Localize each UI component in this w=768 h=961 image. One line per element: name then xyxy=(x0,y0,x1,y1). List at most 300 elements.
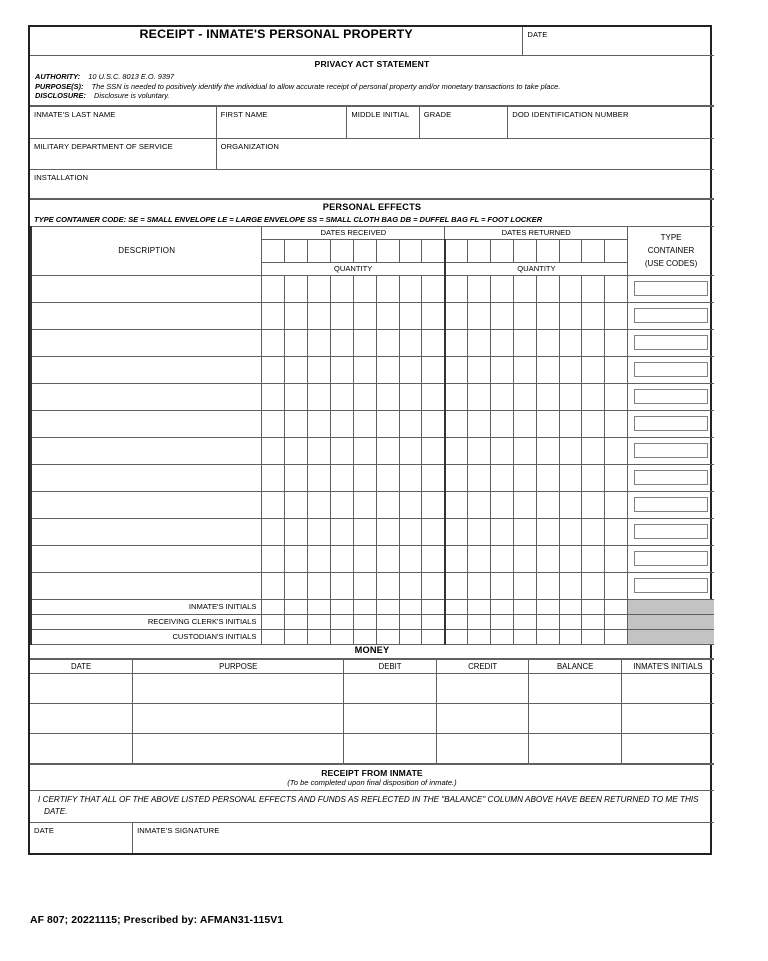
quantity-cell[interactable] xyxy=(536,356,559,383)
date-cell[interactable] xyxy=(422,239,445,262)
quantity-cell[interactable] xyxy=(513,437,536,464)
type-container-cell[interactable] xyxy=(628,410,714,437)
initials-cell[interactable] xyxy=(422,599,445,614)
date-cell[interactable] xyxy=(308,239,331,262)
initials-cell[interactable] xyxy=(559,599,582,614)
quantity-cell[interactable] xyxy=(353,275,376,302)
quantity-cell[interactable] xyxy=(513,545,536,572)
date-cell[interactable] xyxy=(262,239,285,262)
quantity-cell[interactable] xyxy=(468,491,491,518)
quantity-cell[interactable] xyxy=(513,356,536,383)
quantity-cell[interactable] xyxy=(468,572,491,599)
initials-cell[interactable] xyxy=(445,629,468,644)
quantity-cell[interactable] xyxy=(308,437,331,464)
type-container-input[interactable] xyxy=(634,497,708,512)
quantity-cell[interactable] xyxy=(422,356,445,383)
date-cell[interactable] xyxy=(559,239,582,262)
type-container-input[interactable] xyxy=(634,281,708,296)
quantity-cell[interactable] xyxy=(445,302,468,329)
quantity-cell[interactable] xyxy=(399,545,422,572)
quantity-cell[interactable] xyxy=(285,572,308,599)
type-container-cell[interactable] xyxy=(628,491,714,518)
quantity-cell[interactable] xyxy=(582,437,605,464)
initials-cell[interactable] xyxy=(331,614,354,629)
quantity-cell[interactable] xyxy=(513,329,536,356)
quantity-cell[interactable] xyxy=(582,383,605,410)
quantity-cell[interactable] xyxy=(422,302,445,329)
initials-cell[interactable] xyxy=(490,629,513,644)
money-cell[interactable] xyxy=(621,734,714,764)
type-container-cell[interactable] xyxy=(628,437,714,464)
quantity-cell[interactable] xyxy=(445,464,468,491)
quantity-cell[interactable] xyxy=(399,572,422,599)
quantity-cell[interactable] xyxy=(536,572,559,599)
initials-cell[interactable] xyxy=(353,629,376,644)
quantity-cell[interactable] xyxy=(285,410,308,437)
quantity-cell[interactable] xyxy=(353,383,376,410)
quantity-cell[interactable] xyxy=(468,518,491,545)
initials-cell[interactable] xyxy=(399,629,422,644)
quantity-cell[interactable] xyxy=(559,518,582,545)
quantity-cell[interactable] xyxy=(399,329,422,356)
quantity-cell[interactable] xyxy=(376,275,399,302)
quantity-cell[interactable] xyxy=(308,356,331,383)
quantity-cell[interactable] xyxy=(262,410,285,437)
quantity-cell[interactable] xyxy=(559,275,582,302)
type-container-input[interactable] xyxy=(634,308,708,323)
quantity-cell[interactable] xyxy=(605,572,628,599)
quantity-cell[interactable] xyxy=(331,545,354,572)
quantity-cell[interactable] xyxy=(605,410,628,437)
quantity-cell[interactable] xyxy=(536,464,559,491)
quantity-cell[interactable] xyxy=(399,518,422,545)
quantity-cell[interactable] xyxy=(422,518,445,545)
initials-cell[interactable] xyxy=(331,629,354,644)
quantity-cell[interactable] xyxy=(605,464,628,491)
quantity-cell[interactable] xyxy=(331,383,354,410)
quantity-cell[interactable] xyxy=(582,491,605,518)
type-container-cell[interactable] xyxy=(628,572,714,599)
quantity-cell[interactable] xyxy=(285,356,308,383)
quantity-cell[interactable] xyxy=(490,545,513,572)
quantity-cell[interactable] xyxy=(559,410,582,437)
quantity-cell[interactable] xyxy=(536,383,559,410)
money-cell[interactable] xyxy=(344,734,437,764)
initials-cell[interactable] xyxy=(399,599,422,614)
quantity-cell[interactable] xyxy=(490,329,513,356)
description-input-cell[interactable] xyxy=(31,410,262,437)
quantity-cell[interactable] xyxy=(399,275,422,302)
quantity-cell[interactable] xyxy=(331,491,354,518)
description-input-cell[interactable] xyxy=(31,356,262,383)
quantity-cell[interactable] xyxy=(376,302,399,329)
initials-cell[interactable] xyxy=(582,599,605,614)
quantity-cell[interactable] xyxy=(582,518,605,545)
quantity-cell[interactable] xyxy=(445,329,468,356)
quantity-cell[interactable] xyxy=(559,356,582,383)
quantity-cell[interactable] xyxy=(605,518,628,545)
quantity-cell[interactable] xyxy=(445,518,468,545)
money-cell[interactable] xyxy=(621,704,714,734)
quantity-cell[interactable] xyxy=(490,275,513,302)
description-input-cell[interactable] xyxy=(31,491,262,518)
quantity-cell[interactable] xyxy=(468,545,491,572)
quantity-cell[interactable] xyxy=(490,383,513,410)
quantity-cell[interactable] xyxy=(513,518,536,545)
quantity-cell[interactable] xyxy=(559,302,582,329)
quantity-cell[interactable] xyxy=(285,518,308,545)
quantity-cell[interactable] xyxy=(559,437,582,464)
initials-cell[interactable] xyxy=(308,599,331,614)
quantity-cell[interactable] xyxy=(605,383,628,410)
quantity-cell[interactable] xyxy=(422,383,445,410)
quantity-cell[interactable] xyxy=(582,572,605,599)
quantity-cell[interactable] xyxy=(559,383,582,410)
description-input-cell[interactable] xyxy=(31,329,262,356)
money-cell[interactable] xyxy=(344,674,437,704)
initials-cell[interactable] xyxy=(490,614,513,629)
quantity-cell[interactable] xyxy=(468,275,491,302)
type-container-input[interactable] xyxy=(634,335,708,350)
money-cell[interactable] xyxy=(436,674,529,704)
quantity-cell[interactable] xyxy=(490,437,513,464)
quantity-cell[interactable] xyxy=(468,437,491,464)
description-input-cell[interactable] xyxy=(31,545,262,572)
quantity-cell[interactable] xyxy=(331,437,354,464)
military-department-field[interactable] xyxy=(30,138,216,169)
quantity-cell[interactable] xyxy=(490,518,513,545)
quantity-cell[interactable] xyxy=(605,356,628,383)
quantity-cell[interactable] xyxy=(490,302,513,329)
quantity-cell[interactable] xyxy=(308,491,331,518)
quantity-cell[interactable] xyxy=(331,329,354,356)
quantity-cell[interactable] xyxy=(490,491,513,518)
quantity-cell[interactable] xyxy=(399,491,422,518)
quantity-cell[interactable] xyxy=(285,329,308,356)
quantity-cell[interactable] xyxy=(353,545,376,572)
type-container-cell[interactable] xyxy=(628,329,714,356)
quantity-cell[interactable] xyxy=(605,545,628,572)
quantity-cell[interactable] xyxy=(376,329,399,356)
quantity-cell[interactable] xyxy=(331,275,354,302)
quantity-cell[interactable] xyxy=(445,383,468,410)
quantity-cell[interactable] xyxy=(308,518,331,545)
quantity-cell[interactable] xyxy=(605,302,628,329)
quantity-cell[interactable] xyxy=(445,356,468,383)
initials-cell[interactable] xyxy=(422,629,445,644)
quantity-cell[interactable] xyxy=(262,518,285,545)
quantity-cell[interactable] xyxy=(353,329,376,356)
quantity-cell[interactable] xyxy=(422,491,445,518)
description-input-cell[interactable] xyxy=(31,302,262,329)
quantity-cell[interactable] xyxy=(376,545,399,572)
quantity-cell[interactable] xyxy=(513,275,536,302)
money-cell[interactable] xyxy=(436,734,529,764)
quantity-cell[interactable] xyxy=(445,410,468,437)
quantity-cell[interactable] xyxy=(582,329,605,356)
quantity-cell[interactable] xyxy=(513,464,536,491)
quantity-cell[interactable] xyxy=(285,545,308,572)
date-cell[interactable] xyxy=(285,239,308,262)
quantity-cell[interactable] xyxy=(559,464,582,491)
quantity-cell[interactable] xyxy=(285,464,308,491)
initials-cell[interactable] xyxy=(559,614,582,629)
inmate-signature-field[interactable] xyxy=(133,823,714,853)
quantity-cell[interactable] xyxy=(376,491,399,518)
date-cell[interactable] xyxy=(605,239,628,262)
quantity-cell[interactable] xyxy=(582,275,605,302)
quantity-cell[interactable] xyxy=(422,545,445,572)
initials-cell[interactable] xyxy=(445,599,468,614)
money-cell[interactable] xyxy=(133,734,344,764)
type-container-cell[interactable] xyxy=(628,545,714,572)
quantity-cell[interactable] xyxy=(536,437,559,464)
initials-cell[interactable] xyxy=(285,599,308,614)
quantity-cell[interactable] xyxy=(536,275,559,302)
type-container-input[interactable] xyxy=(634,443,708,458)
initials-cell[interactable] xyxy=(468,599,491,614)
quantity-cell[interactable] xyxy=(399,302,422,329)
quantity-cell[interactable] xyxy=(308,329,331,356)
installation-field[interactable] xyxy=(30,169,714,198)
quantity-cell[interactable] xyxy=(513,572,536,599)
quantity-cell[interactable] xyxy=(582,410,605,437)
initials-cell[interactable] xyxy=(262,599,285,614)
description-input-cell[interactable] xyxy=(31,383,262,410)
description-input-cell[interactable] xyxy=(31,275,262,302)
initials-cell[interactable] xyxy=(285,614,308,629)
date-cell[interactable] xyxy=(513,239,536,262)
quantity-cell[interactable] xyxy=(536,329,559,356)
quantity-cell[interactable] xyxy=(582,545,605,572)
quantity-cell[interactable] xyxy=(285,275,308,302)
date-cell[interactable] xyxy=(582,239,605,262)
money-cell[interactable] xyxy=(529,734,622,764)
quantity-cell[interactable] xyxy=(445,545,468,572)
grade-field[interactable] xyxy=(419,106,508,138)
quantity-cell[interactable] xyxy=(353,518,376,545)
initials-cell[interactable] xyxy=(285,629,308,644)
quantity-cell[interactable] xyxy=(490,356,513,383)
quantity-cell[interactable] xyxy=(353,572,376,599)
money-cell[interactable] xyxy=(133,704,344,734)
quantity-cell[interactable] xyxy=(331,518,354,545)
quantity-cell[interactable] xyxy=(513,491,536,518)
quantity-cell[interactable] xyxy=(308,464,331,491)
date-cell[interactable] xyxy=(468,239,491,262)
quantity-cell[interactable] xyxy=(376,464,399,491)
quantity-cell[interactable] xyxy=(468,410,491,437)
quantity-cell[interactable] xyxy=(376,356,399,383)
last-name-field[interactable] xyxy=(30,106,216,138)
quantity-cell[interactable] xyxy=(468,302,491,329)
quantity-cell[interactable] xyxy=(468,329,491,356)
description-input-cell[interactable] xyxy=(31,518,262,545)
initials-cell[interactable] xyxy=(353,599,376,614)
initials-cell[interactable] xyxy=(605,599,628,614)
date-cell[interactable] xyxy=(353,239,376,262)
quantity-cell[interactable] xyxy=(490,572,513,599)
quantity-cell[interactable] xyxy=(605,329,628,356)
initials-cell[interactable] xyxy=(376,614,399,629)
quantity-cell[interactable] xyxy=(559,572,582,599)
quantity-cell[interactable] xyxy=(468,356,491,383)
quantity-cell[interactable] xyxy=(422,410,445,437)
initials-cell[interactable] xyxy=(582,614,605,629)
description-input-cell[interactable] xyxy=(31,437,262,464)
money-cell[interactable] xyxy=(30,674,133,704)
initials-cell[interactable] xyxy=(308,614,331,629)
initials-cell[interactable] xyxy=(399,614,422,629)
quantity-cell[interactable] xyxy=(285,383,308,410)
quantity-cell[interactable] xyxy=(582,302,605,329)
middle-initial-field[interactable] xyxy=(347,106,419,138)
quantity-cell[interactable] xyxy=(422,329,445,356)
initials-cell[interactable] xyxy=(445,614,468,629)
quantity-cell[interactable] xyxy=(353,491,376,518)
quantity-cell[interactable] xyxy=(559,329,582,356)
type-container-input[interactable] xyxy=(634,362,708,377)
initials-cell[interactable] xyxy=(536,614,559,629)
initials-cell[interactable] xyxy=(536,629,559,644)
initials-cell[interactable] xyxy=(513,614,536,629)
quantity-cell[interactable] xyxy=(285,491,308,518)
money-cell[interactable] xyxy=(133,674,344,704)
quantity-cell[interactable] xyxy=(376,572,399,599)
quantity-cell[interactable] xyxy=(445,275,468,302)
date-cell[interactable] xyxy=(331,239,354,262)
quantity-cell[interactable] xyxy=(353,437,376,464)
quantity-cell[interactable] xyxy=(399,410,422,437)
quantity-cell[interactable] xyxy=(468,464,491,491)
description-input-cell[interactable] xyxy=(31,464,262,491)
receipt-date-field[interactable] xyxy=(30,823,133,853)
quantity-cell[interactable] xyxy=(262,302,285,329)
quantity-cell[interactable] xyxy=(331,302,354,329)
quantity-cell[interactable] xyxy=(536,491,559,518)
quantity-cell[interactable] xyxy=(262,329,285,356)
quantity-cell[interactable] xyxy=(308,383,331,410)
initials-cell[interactable] xyxy=(468,629,491,644)
description-input-cell[interactable] xyxy=(31,572,262,599)
dod-id-field[interactable] xyxy=(508,106,714,138)
initials-cell[interactable] xyxy=(582,629,605,644)
organization-field[interactable] xyxy=(216,138,714,169)
quantity-cell[interactable] xyxy=(376,518,399,545)
initials-cell[interactable] xyxy=(353,614,376,629)
quantity-cell[interactable] xyxy=(308,545,331,572)
quantity-cell[interactable] xyxy=(285,437,308,464)
quantity-cell[interactable] xyxy=(605,275,628,302)
money-cell[interactable] xyxy=(529,704,622,734)
quantity-cell[interactable] xyxy=(353,356,376,383)
quantity-cell[interactable] xyxy=(399,356,422,383)
quantity-cell[interactable] xyxy=(376,437,399,464)
money-cell[interactable] xyxy=(30,704,133,734)
initials-cell[interactable] xyxy=(513,599,536,614)
type-container-cell[interactable] xyxy=(628,518,714,545)
quantity-cell[interactable] xyxy=(399,437,422,464)
quantity-cell[interactable] xyxy=(605,437,628,464)
quantity-cell[interactable] xyxy=(490,410,513,437)
initials-cell[interactable] xyxy=(262,614,285,629)
quantity-cell[interactable] xyxy=(353,464,376,491)
initials-cell[interactable] xyxy=(559,629,582,644)
money-cell[interactable] xyxy=(344,704,437,734)
money-cell[interactable] xyxy=(621,674,714,704)
initials-cell[interactable] xyxy=(536,599,559,614)
date-cell[interactable] xyxy=(445,239,468,262)
quantity-cell[interactable] xyxy=(536,518,559,545)
quantity-cell[interactable] xyxy=(468,383,491,410)
quantity-cell[interactable] xyxy=(513,383,536,410)
quantity-cell[interactable] xyxy=(490,464,513,491)
quantity-cell[interactable] xyxy=(536,545,559,572)
quantity-cell[interactable] xyxy=(285,302,308,329)
quantity-cell[interactable] xyxy=(559,491,582,518)
type-container-input[interactable] xyxy=(634,389,708,404)
initials-cell[interactable] xyxy=(262,629,285,644)
quantity-cell[interactable] xyxy=(536,410,559,437)
quantity-cell[interactable] xyxy=(445,572,468,599)
quantity-cell[interactable] xyxy=(331,356,354,383)
type-container-cell[interactable] xyxy=(628,275,714,302)
quantity-cell[interactable] xyxy=(262,275,285,302)
initials-cell[interactable] xyxy=(513,629,536,644)
date-cell[interactable] xyxy=(376,239,399,262)
quantity-cell[interactable] xyxy=(422,437,445,464)
initials-cell[interactable] xyxy=(308,629,331,644)
quantity-cell[interactable] xyxy=(513,410,536,437)
quantity-cell[interactable] xyxy=(376,410,399,437)
quantity-cell[interactable] xyxy=(308,275,331,302)
type-container-input[interactable] xyxy=(634,551,708,566)
initials-cell[interactable] xyxy=(605,629,628,644)
quantity-cell[interactable] xyxy=(262,545,285,572)
quantity-cell[interactable] xyxy=(262,383,285,410)
quantity-cell[interactable] xyxy=(422,464,445,491)
type-container-cell[interactable] xyxy=(628,383,714,410)
type-container-cell[interactable] xyxy=(628,356,714,383)
type-container-cell[interactable] xyxy=(628,302,714,329)
money-cell[interactable] xyxy=(529,674,622,704)
quantity-cell[interactable] xyxy=(422,275,445,302)
quantity-cell[interactable] xyxy=(262,572,285,599)
date-cell[interactable] xyxy=(399,239,422,262)
date-cell[interactable] xyxy=(490,239,513,262)
quantity-cell[interactable] xyxy=(445,437,468,464)
quantity-cell[interactable] xyxy=(582,356,605,383)
quantity-cell[interactable] xyxy=(262,491,285,518)
money-cell[interactable] xyxy=(30,734,133,764)
quantity-cell[interactable] xyxy=(582,464,605,491)
type-container-input[interactable] xyxy=(634,524,708,539)
quantity-cell[interactable] xyxy=(445,491,468,518)
quantity-cell[interactable] xyxy=(308,572,331,599)
date-cell[interactable] xyxy=(536,239,559,262)
quantity-cell[interactable] xyxy=(308,302,331,329)
first-name-field[interactable] xyxy=(216,106,347,138)
quantity-cell[interactable] xyxy=(353,410,376,437)
quantity-cell[interactable] xyxy=(353,302,376,329)
quantity-cell[interactable] xyxy=(513,302,536,329)
initials-cell[interactable] xyxy=(376,629,399,644)
quantity-cell[interactable] xyxy=(559,545,582,572)
money-cell[interactable] xyxy=(436,704,529,734)
initials-cell[interactable] xyxy=(605,614,628,629)
type-container-input[interactable] xyxy=(634,416,708,431)
quantity-cell[interactable] xyxy=(331,464,354,491)
